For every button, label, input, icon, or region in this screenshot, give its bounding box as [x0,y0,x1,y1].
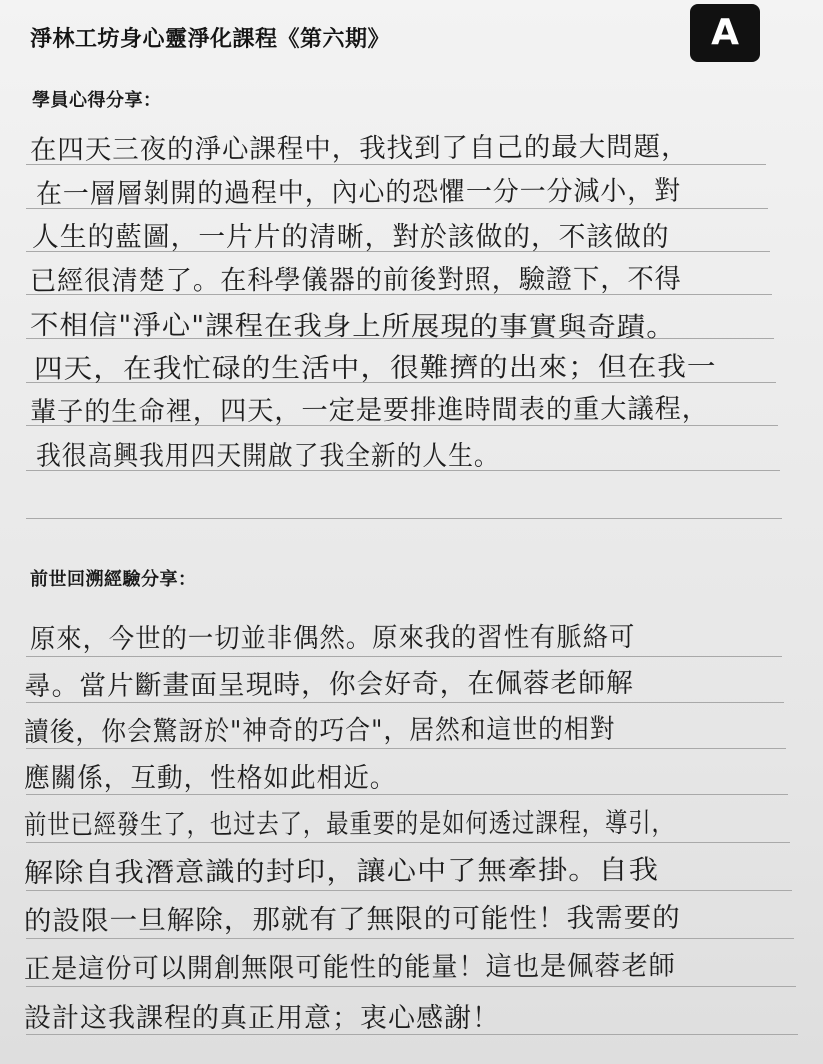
form-label-badge: A [690,4,760,62]
ruled-line [26,842,790,843]
section-heading-student-feedback: 學員心得分享： [32,90,162,111]
ruled-line [26,518,782,519]
ruled-line [26,938,794,939]
handwritten-line: 在四天三夜的淨心課程中，我找到了自己的最大問題， [29,131,689,167]
handwritten-line: 正是這份可以開創無限可能性的能量！這也是佩蓉老師 [23,950,676,985]
handwritten-line: 應關係，互動，性格如此相近。 [24,763,397,794]
handwritten-line: 在一層層剝開的過程中，內心的恐懼一分一分減小，對 [35,175,682,211]
ruled-line [26,986,796,987]
section-heading-past-life-regression: 前世回溯經驗分享： [30,569,197,590]
handwritten-line: 的設限一旦解除，那就有了無限的可能性！我需要的 [23,902,681,937]
handwritten-line: 不相信"淨心"課程在我身上所展現的事實與奇蹟。 [30,310,676,344]
handwritten-line: 我很高興我用四天開啟了我全新的人生。 [36,441,500,472]
ruled-line [26,890,792,891]
handwritten-line: 設計这我課程的真正用意；衷心感謝！ [24,1003,500,1034]
handwritten-line: 前世已經發生了，也过去了，最重要的是如何透过課程，導引， [23,807,675,841]
handwritten-line: 讀後，你会驚訝於"神奇的巧合"，居然和這世的相對 [23,713,616,748]
page-title: 淨林工坊身心靈淨化課程《第六期》 [30,27,391,52]
handwritten-line: 四天，在我忙碌的生活中，很難擠的出來；但在我一 [33,351,717,385]
ruled-line [26,656,782,657]
handwritten-line: 已經很清楚了。在科學儀器的前後對照，驗證下，不得 [29,263,682,297]
handwritten-line: 原來，今世的一切並非偶然。原來我的習性有脈絡可 [29,621,636,655]
handwritten-line: 人生的藍圖，一片片的清晰，對於該做的，不該做的 [32,222,670,253]
handwritten-line: 解除自我潛意識的封印，讓心中了無牽掛。自我 [23,854,660,889]
handwritten-line: 尋。當片斷畫面呈現時，你会好奇，在佩蓉老師解 [23,667,634,702]
handwritten-line: 輩子的生命裡，四天，一定是要排進時間表的重大議程， [29,393,709,428]
